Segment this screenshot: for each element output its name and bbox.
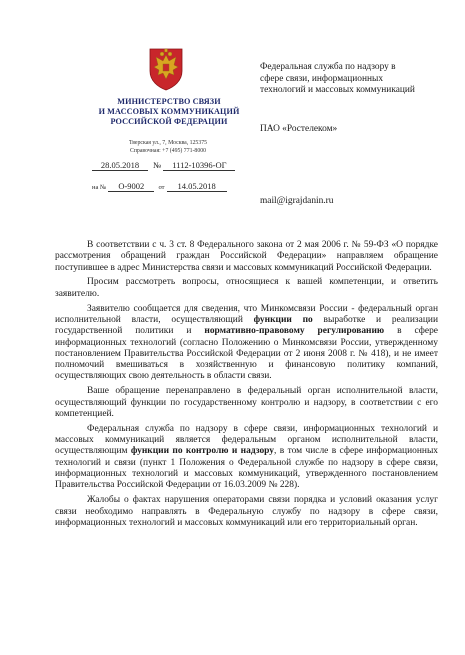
- ministry-name: МИНИСТЕРСТВО СВЯЗИ И МАССОВЫХ КОММУНИКАЦИЙ РОССИЙСКОЙ ФЕДЕРАЦИИ: [98, 97, 240, 126]
- registration-date: 28.05.2018: [92, 160, 148, 171]
- registration-line: 28.05.2018 № 1112-10396-ОГ: [92, 160, 235, 171]
- letter-body: [55, 240, 438, 533]
- reference-number: О-9002: [108, 181, 154, 192]
- paragraph-2: Просим рассмотреть вопросы, относящиеся к вашей компетенции, и ответить заявителю.: [55, 277, 438, 299]
- reference-date: 14.05.2018: [167, 181, 227, 192]
- address-line: Тверская ул., 7, Москва, 125375: [128, 140, 208, 146]
- paragraph-6: Жалобы о фактах нарушения операторами связи порядка и условий оказания услуг связи необходимо направлять в Федеральную службу по надзору в сфере связи, информационных технологий и массовых коммуникаций или его территориальный орган.: [55, 495, 438, 528]
- recipient-email: mail@igrajdanin.ru: [260, 196, 334, 206]
- registration-number: 1112-10396-ОГ: [163, 160, 235, 171]
- paragraph-3: Заявителю сообщается для сведения, что Минкомсвязи России - федеральный орган исполнительной власти, осуществляющий функции по выработке и реализации государственной политики и нормативно-правовому регулированию в сфере информационных технологий (согласно Положению о Минкомсвязи России, утвержденному постановлением Правительства Российской Федерации от 2 июня 2008 г. № 418), и не имеет полномочий вмешиваться в хозяйственную и финансовую политику компаний, осуществляющих свою деятельность в области связи.: [55, 303, 438, 382]
- recipient-second: ПАО «Ростелеком»: [260, 124, 338, 134]
- recipient-block: Федеральная служба по надзору в сфере связи, информационных технологий и массовых коммуникаций: [260, 62, 415, 95]
- paragraph-1: В соответствии с ч. 3 ст. 8 Федерального закона от 2 мая 2006 г. № 59-ФЗ «О порядке рассмотрения обращений граждан Российской Федерации» направляем обращение поступившее в адрес Министерства связи и массовых коммуникаций Российской Федерации.: [55, 240, 438, 273]
- reference-line: на № О-9002 от 14.05.2018: [92, 181, 227, 192]
- phone-line: Справочная: +7 (495) 771-8000: [129, 147, 207, 154]
- paragraph-4: Ваше обращение перенаправлено в федеральный орган исполнительной власти, осуществляющий функции по государственному контролю и надзору, в соответствии с его компетенцией.: [55, 386, 438, 419]
- russian-coat-of-arms-icon: [146, 45, 186, 91]
- ministry-address: [110, 140, 226, 156]
- paragraph-5: Федеральная служба по надзору в сфере связи, информационных технологий и массовых коммуникаций является федеральным органом исполнительной власти, осуществляющим функции по контролю и надзору, в том числе в сфере информационных технологий и связи (пункт 1 Положения о Федеральной службе по надзору в сфере связи, информационных технологий и массовых коммуникаций, утвержденного постановлением Правительства Российской Федерации от 16.03.2009 № 228).: [55, 423, 438, 491]
